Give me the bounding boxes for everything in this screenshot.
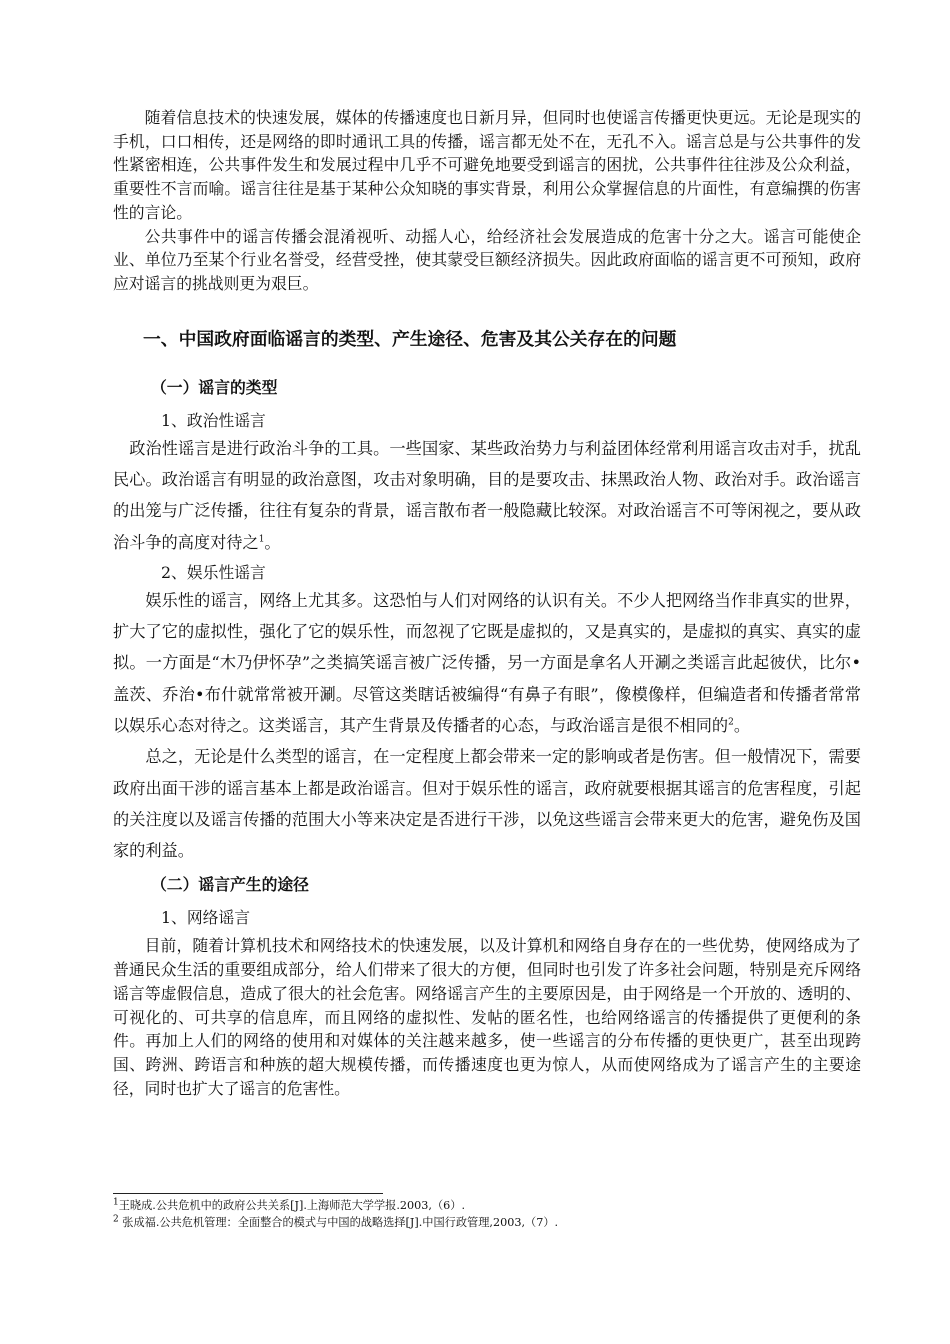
footnote-ref-2: 2 <box>728 717 734 728</box>
summary-paragraph: 总之，无论是什么类型的谣言，在一定程度上都会带来一定的影响或者是伤害。但一般情况下，需要政府出面干涉的谣言基本上都是政治谣言。但对于娱乐性的谣言，政府就要根据其谣言的危害程度，引起的关注度以及谣言传播的范围大小等来决定是否进行干涉，以免这些谣言会带来更大的危害，避免伤及国家的利益。 <box>113 747 861 861</box>
footnote-mark-2: 2 <box>113 1214 119 1225</box>
footnote-text-1: 王晓成.公共危机中的政府公共关系[J].上海师范大学学报.2003,（6）. <box>118 1199 466 1212</box>
footnote-ref-1: 1 <box>258 534 265 545</box>
section-heading-1: 一、中国政府面临谣言的类型、产生途径、危害及其公关存在的问题 <box>143 328 677 350</box>
footnote-1 <box>113 1197 873 1214</box>
document-body <box>113 106 861 1100</box>
footnotes <box>113 1197 873 1231</box>
footnote-separator <box>113 1193 383 1194</box>
network-rumor-paragraph: 目前，随着计算机技术和网络技术的快速发展，以及计算机和网络自身存在的一些优势，使网络成为了普通民众生活的重要组成部分，给人们带来了很大的方便，但同时也引发了许多社会问题，特别是充斥网络谣言等虚假信息，造成了很大的社会危害。网络谣言产生的主要原因是，由于网络是一个开放的、透明的、可视化的、可共享的信息库，而且网络的虚拟性、发帖的匿名性，也给网络谣言的传播提供了更便利的条件。再加上人们的网络的使用和对媒体的关注越来越多，使一些谣言的分布传播的更快更广，甚至出现跨国、跨洲、跨语言和种族的超大规模传播，而传播速度也更为惊人，从而使网络成为了谣言产生的主要途径，同时也扩大了谣言的危害性。 <box>113 936 861 1098</box>
entertainment-rumor-paragraph <box>113 585 861 741</box>
item-heading-entertainment: 2、娱乐性谣言 <box>161 562 266 582</box>
entertainment-rumor-text: 娱乐性的谣言，网络上尤其多。这恐怕与人们对网络的认识有关。不少人把网络当作非真实的世界，扩大了它的虚拟性，强化了它的娱乐性，而忽视了它既是虚拟的，又是真实的，是虚拟的真实、真实的虚拟。一方面是“木乃伊怀孕”之类搞笑谣言被广泛传播，另一方面是拿名人开涮之类谣言此起彼伏，比尔•盖茨、乔治•布什就常常被开涮。尽管这类瞎话被编得“有鼻子有眼”，像模像样，但编造者和传播者常常以娱乐心态对待之。这类谣言，其产生背景及传播者的心态，与政治谣言是很不相同的 <box>113 590 861 735</box>
political-rumor-paragraph <box>113 433 861 558</box>
intro-paragraph-1: 随着信息技术的快速发展，媒体的传播速度也日新月异，但同时也使谣言传播更快更远。无论是现实的手机，口口相传，还是网络的即时通讯工具的传播，谣言都无处不在，无孔不入。谣言总是与公共事件的发性紧密相连，公共事件发生和发展过程中几乎不可避免地要受到谣言的困扰，公共事件往往涉及公众利益，重要性不言而喻。谣言往往是基于某种公众知晓的事实背景，利用公众掌握信息的片面性，有意编撰的伤害性的言论。 <box>113 108 861 222</box>
subsection-heading-types: （一）谣言的类型 <box>151 377 278 397</box>
intro-paragraph-2: 公共事件中的谣言传播会混淆视听、动摇人心，给经济社会发展造成的危害十分之大。谣言可能使企业、单位乃至某个行业名誉受，经营受挫，使其蒙受巨额经济损失。因此政府面临的谣言更不可预知，政府应对谣言的挑战则更为艰巨。 <box>113 226 861 293</box>
political-rumor-text: 政治性谣言是进行政治斗争的工具。一些国家、某些政治势力与利益团体经常利用谣言攻击对手，扰乱民心。政治谣言有明显的政治意图，攻击对象明确，目的是要攻击、抹黑政治人物、政治对手。政治谣言的出笼与广泛传播，往往有复杂的背景，谣言散布者一般隐藏比较深。对政治谣言不可等闲视之，要从政治斗争的高度对待之 <box>113 438 861 552</box>
item-heading-network: 1、网络谣言 <box>161 908 251 928</box>
entertainment-rumor-end: 。 <box>733 716 751 735</box>
subsection-heading-sources: （二）谣言产生的途径 <box>151 875 309 895</box>
political-rumor-end: 。 <box>264 532 281 552</box>
footnote-mark-1: 1 <box>113 1197 119 1208</box>
footnote-text-2: 张成福.公共危机管理：全面整合的模式与中国的战略选择[J].中国行政管理,2003,（7）. <box>118 1216 559 1229</box>
item-heading-political: 1、政治性谣言 <box>161 410 266 430</box>
footnote-2 <box>113 1214 873 1231</box>
